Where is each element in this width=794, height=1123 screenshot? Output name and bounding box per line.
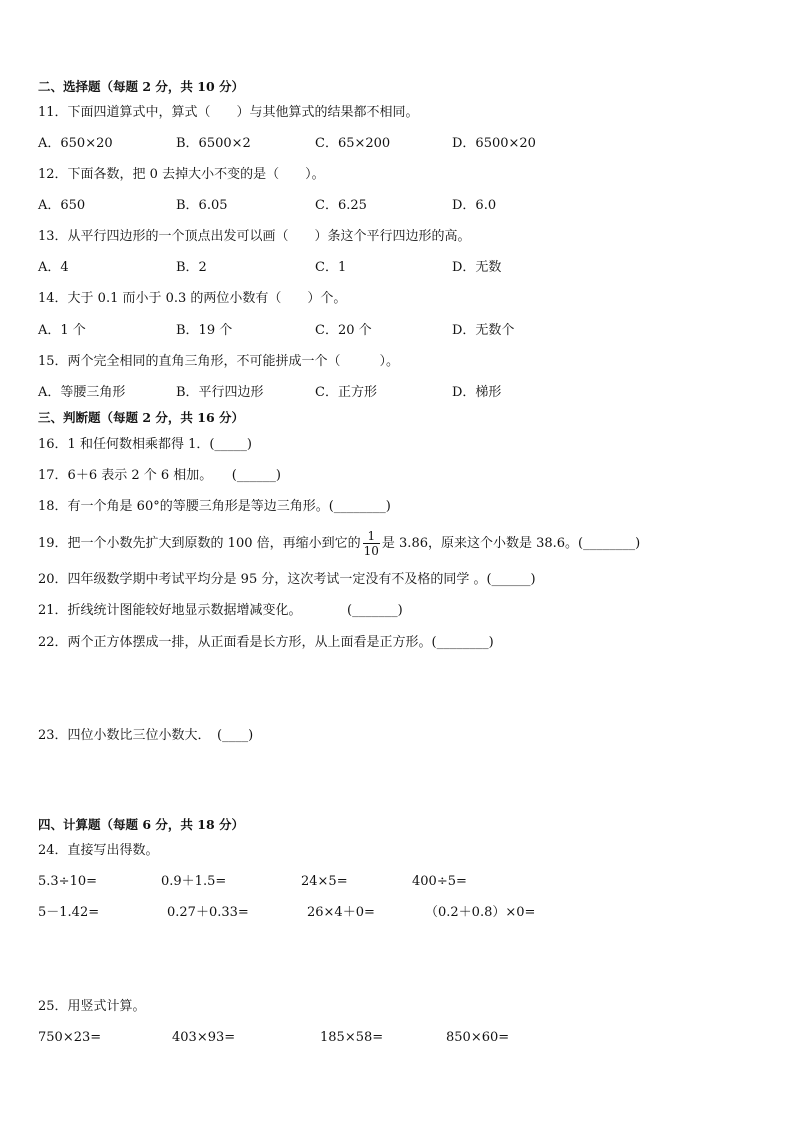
calc-item: 26×4＋0= bbox=[307, 905, 375, 920]
q12-option-c: C．6.25 bbox=[315, 198, 367, 213]
question-23: 23．四位小数比三位小数大． (____) bbox=[38, 728, 254, 743]
section-2-title: 二、选择题（每题 2 分，共 10 分） bbox=[38, 79, 245, 94]
q14-option-c: C．20 个 bbox=[315, 323, 372, 338]
q11-option-a: A．650×20 bbox=[38, 136, 113, 151]
q12-option-b: B．6.05 bbox=[176, 198, 228, 213]
q12-option-a: A．650 bbox=[38, 198, 86, 213]
calc-item: 5.3÷10= bbox=[38, 874, 98, 889]
question-14: 14．大于 0.1 而小于 0.3 的两位小数有（ ）个。 bbox=[38, 291, 347, 306]
section-3-title: 三、判断题（每题 2 分，共 16 分） bbox=[38, 410, 245, 425]
question-17: 17．6＋6 表示 2 个 6 相加。 (______) bbox=[38, 468, 281, 483]
q11-option-b: B．6500×2 bbox=[176, 136, 251, 151]
q12-option-d: D．6.0 bbox=[452, 198, 497, 213]
calc-item: 0.9＋1.5= bbox=[161, 874, 227, 889]
q15-option-a: A．等腰三角形 bbox=[38, 385, 126, 400]
question-16: 16．1 和任何数相乘都得 1．(_____) bbox=[38, 437, 252, 452]
question-12: 12．下面各数，把 0 去掉大小不变的是（ ）。 bbox=[38, 167, 325, 182]
calc-item: 5－1.42= bbox=[38, 905, 100, 920]
calc-item: 24×5= bbox=[301, 874, 348, 889]
calc-item: 0.27＋0.33= bbox=[167, 905, 249, 920]
q19-text-before: 19．把一个小数先扩大到原数的 100 倍，再缩小到它的 bbox=[38, 536, 361, 551]
q14-option-d: D．无数个 bbox=[452, 323, 515, 338]
q15-option-d: D．梯形 bbox=[452, 385, 502, 400]
question-25: 25．用竖式计算。 bbox=[38, 999, 146, 1014]
question-13: 13．从平行四边形的一个顶点出发可以画（ ）条这个平行四边形的高。 bbox=[38, 229, 471, 244]
question-24: 24．直接写出得数。 bbox=[38, 843, 159, 858]
vertical-calc-item: 185×58= bbox=[320, 1030, 384, 1045]
q15-option-b: B．平行四边形 bbox=[176, 385, 264, 400]
question-20: 20．四年级数学期中考试平均分是 95 分，这次考试一定没有不及格的同学 。(______) bbox=[38, 572, 536, 587]
q14-option-b: B．19 个 bbox=[176, 323, 233, 338]
q13-option-d: D．无数 bbox=[452, 260, 502, 275]
q14-option-a: A．1 个 bbox=[38, 323, 86, 338]
q11-option-d: D．6500×20 bbox=[452, 136, 536, 151]
fraction-one-tenth bbox=[363, 529, 380, 558]
q13-option-c: C．1 bbox=[315, 260, 347, 275]
question-11: 11．下面四道算式中，算式（ ）与其他算式的结果都不相同。 bbox=[38, 105, 419, 120]
q13-option-a: A．4 bbox=[38, 260, 69, 275]
fraction-numerator: 1 bbox=[363, 529, 380, 544]
section-4-title: 四、计算题（每题 6 分，共 18 分） bbox=[38, 817, 245, 832]
vertical-calc-item: 403×93= bbox=[172, 1030, 236, 1045]
question-15: 15．两个完全相同的直角三角形，不可能拼成一个（ ）。 bbox=[38, 354, 400, 369]
q19-text-after: 是 3.86，原来这个小数是 38.6。(________) bbox=[381, 536, 641, 551]
question-22: 22．两个正方体摆成一排，从正面看是长方形，从上面看是正方形。(________) bbox=[38, 635, 494, 650]
vertical-calc-item: 850×60= bbox=[446, 1030, 510, 1045]
question-19 bbox=[38, 527, 640, 561]
q15-option-c: C．正方形 bbox=[315, 385, 377, 400]
question-21: 21．折线统计图能较好地显示数据增减变化。 (_______) bbox=[38, 603, 403, 618]
q13-option-b: B．2 bbox=[176, 260, 207, 275]
fraction-denominator: 10 bbox=[363, 544, 379, 558]
calc-item: 400÷5= bbox=[412, 874, 467, 889]
q11-option-c: C．65×200 bbox=[315, 136, 391, 151]
question-18: 18．有一个角是 60°的等腰三角形是等边三角形。(________) bbox=[38, 499, 391, 514]
vertical-calc-item: 750×23= bbox=[38, 1030, 102, 1045]
calc-item: （0.2＋0.8）×0= bbox=[425, 905, 536, 920]
